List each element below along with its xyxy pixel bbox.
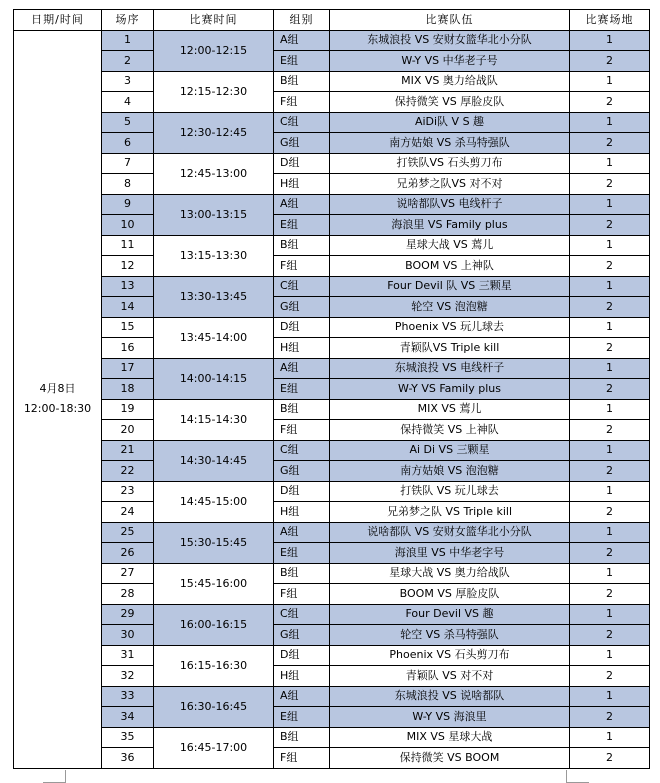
venue-cell: 1 [570, 604, 650, 625]
venue-cell: 2 [570, 666, 650, 687]
group-cell: E组 [274, 543, 330, 564]
venue-cell: 2 [570, 420, 650, 441]
match-schedule-table [13, 9, 650, 769]
venue-cell: 1 [570, 686, 650, 707]
venue-cell: 2 [570, 625, 650, 646]
table-row [14, 153, 650, 174]
teams-cell: 青颖队VS Triple kill [330, 338, 570, 359]
group-cell: B组 [274, 71, 330, 92]
match-no-cell: 18 [102, 379, 154, 400]
table-row [14, 563, 650, 584]
header-row [14, 10, 650, 31]
teams-cell: 东城浪投 VS 说啥都队 [330, 686, 570, 707]
group-cell: C组 [274, 604, 330, 625]
teams-cell: 星球大战 VS 奥力给战队 [330, 563, 570, 584]
teams-cell: BOOM VS 上神队 [330, 256, 570, 277]
match-no-cell: 22 [102, 461, 154, 482]
table-row [14, 51, 650, 72]
match-no-cell: 34 [102, 707, 154, 728]
teams-cell: AiDi队 V S 趣 [330, 112, 570, 133]
table-row [14, 461, 650, 482]
group-cell: A组 [274, 30, 330, 51]
venue-cell: 2 [570, 92, 650, 113]
group-cell: D组 [274, 481, 330, 502]
match-time-cell: 16:30-16:45 [154, 686, 274, 727]
teams-cell: W-Y VS Family plus [330, 379, 570, 400]
match-no-cell: 12 [102, 256, 154, 277]
group-cell: H组 [274, 174, 330, 195]
teams-cell: 东城浪投 VS 安财女篮华北小分队 [330, 30, 570, 51]
header-venue: 比赛场地 [570, 10, 650, 31]
venue-cell: 2 [570, 584, 650, 605]
teams-cell: 说啥都队 VS 安财女篮华北小分队 [330, 522, 570, 543]
venue-cell: 2 [570, 379, 650, 400]
match-no-cell: 15 [102, 317, 154, 338]
match-no-cell: 7 [102, 153, 154, 174]
teams-cell: 星球大战 VS 蔫儿 [330, 235, 570, 256]
table-row [14, 338, 650, 359]
table-row [14, 71, 650, 92]
match-no-cell: 32 [102, 666, 154, 687]
group-cell: G组 [274, 133, 330, 154]
match-no-cell: 8 [102, 174, 154, 195]
teams-cell: BOOM VS 厚脸皮队 [330, 584, 570, 605]
match-no-cell: 31 [102, 645, 154, 666]
group-cell: E组 [274, 215, 330, 236]
header-match-no: 场序 [102, 10, 154, 31]
venue-cell: 1 [570, 440, 650, 461]
table-row [14, 686, 650, 707]
schedule-body [14, 30, 650, 768]
table-row [14, 256, 650, 277]
match-no-cell: 16 [102, 338, 154, 359]
match-no-cell: 27 [102, 563, 154, 584]
group-cell: F组 [274, 748, 330, 769]
match-no-cell: 33 [102, 686, 154, 707]
venue-cell: 1 [570, 358, 650, 379]
match-no-cell: 2 [102, 51, 154, 72]
venue-cell: 2 [570, 297, 650, 318]
venue-cell: 1 [570, 317, 650, 338]
venue-cell: 2 [570, 215, 650, 236]
teams-cell: 海浪里 VS Family plus [330, 215, 570, 236]
table-row [14, 194, 650, 215]
table-row [14, 133, 650, 154]
group-cell: E组 [274, 707, 330, 728]
match-time-cell: 13:30-13:45 [154, 276, 274, 317]
match-no-cell: 11 [102, 235, 154, 256]
table-row [14, 297, 650, 318]
match-no-cell: 23 [102, 481, 154, 502]
table-row [14, 707, 650, 728]
group-cell: A组 [274, 194, 330, 215]
match-no-cell: 3 [102, 71, 154, 92]
match-time-cell: 13:45-14:00 [154, 317, 274, 358]
teams-cell: 青颖队 VS 对不对 [330, 666, 570, 687]
match-no-cell: 29 [102, 604, 154, 625]
page-corner-mark-left [43, 770, 66, 783]
group-cell: D组 [274, 153, 330, 174]
venue-cell: 1 [570, 112, 650, 133]
match-time-cell: 15:45-16:00 [154, 563, 274, 604]
teams-cell: W-Y VS 海浪里 [330, 707, 570, 728]
venue-cell: 2 [570, 707, 650, 728]
group-cell: A组 [274, 522, 330, 543]
match-no-cell: 14 [102, 297, 154, 318]
venue-cell: 1 [570, 522, 650, 543]
group-cell: C组 [274, 112, 330, 133]
teams-cell: Phoenix VS 石头剪刀布 [330, 645, 570, 666]
teams-cell: Four Devil 队 VS 三颗星 [330, 276, 570, 297]
venue-cell: 1 [570, 276, 650, 297]
table-row [14, 666, 650, 687]
match-no-cell: 6 [102, 133, 154, 154]
venue-cell: 1 [570, 563, 650, 584]
table-row [14, 174, 650, 195]
table-row [14, 317, 650, 338]
match-no-cell: 19 [102, 399, 154, 420]
header-group: 组别 [274, 10, 330, 31]
group-cell: H组 [274, 502, 330, 523]
group-cell: B组 [274, 563, 330, 584]
venue-cell: 1 [570, 194, 650, 215]
group-cell: G组 [274, 461, 330, 482]
group-cell: C组 [274, 276, 330, 297]
teams-cell: MIX VS 奥力给战队 [330, 71, 570, 92]
match-time-cell: 13:00-13:15 [154, 194, 274, 235]
match-time-cell: 16:15-16:30 [154, 645, 274, 686]
match-no-cell: 30 [102, 625, 154, 646]
teams-cell: 保持微笑 VS 厚脸皮队 [330, 92, 570, 113]
match-time-cell: 12:15-12:30 [154, 71, 274, 112]
teams-cell: Ai Di VS 三颗星 [330, 440, 570, 461]
group-cell: D组 [274, 645, 330, 666]
event-time-range: 12:00-18:30 [23, 402, 92, 415]
group-cell: C组 [274, 440, 330, 461]
date-time-cell [14, 30, 102, 768]
group-cell: H组 [274, 338, 330, 359]
event-date: 4月8日 [39, 382, 76, 395]
match-no-cell: 26 [102, 543, 154, 564]
venue-cell: 2 [570, 461, 650, 482]
venue-cell: 1 [570, 153, 650, 174]
teams-cell: W-Y VS 中华老子号 [330, 51, 570, 72]
group-cell: F组 [274, 420, 330, 441]
table-row [14, 112, 650, 133]
match-time-cell: 13:15-13:30 [154, 235, 274, 276]
table-row [14, 215, 650, 236]
table-row [14, 748, 650, 769]
teams-cell: 说啥都队VS 电线杆子 [330, 194, 570, 215]
match-no-cell: 1 [102, 30, 154, 51]
table-row [14, 235, 650, 256]
venue-cell: 1 [570, 30, 650, 51]
match-no-cell: 13 [102, 276, 154, 297]
group-cell: E组 [274, 51, 330, 72]
teams-cell: 保持微笑 VS BOOM [330, 748, 570, 769]
match-no-cell: 4 [102, 92, 154, 113]
table-row [14, 604, 650, 625]
venue-cell: 1 [570, 481, 650, 502]
table-row [14, 379, 650, 400]
teams-cell: 兄弟梦之队 VS Triple kill [330, 502, 570, 523]
match-no-cell: 20 [102, 420, 154, 441]
match-time-cell: 12:45-13:00 [154, 153, 274, 194]
header-match-time: 比赛时间 [154, 10, 274, 31]
match-no-cell: 17 [102, 358, 154, 379]
match-time-cell: 14:45-15:00 [154, 481, 274, 522]
table-row [14, 481, 650, 502]
venue-cell: 1 [570, 645, 650, 666]
table-row [14, 92, 650, 113]
match-time-cell: 16:45-17:00 [154, 727, 274, 768]
venue-cell: 1 [570, 235, 650, 256]
group-cell: G组 [274, 625, 330, 646]
teams-cell: 打铁队 VS 玩儿球去 [330, 481, 570, 502]
teams-cell: 保持微笑 VS 上神队 [330, 420, 570, 441]
teams-cell: 南方姑娘 VS 泡泡糖 [330, 461, 570, 482]
table-row [14, 584, 650, 605]
group-cell: F组 [274, 584, 330, 605]
venue-cell: 1 [570, 727, 650, 748]
teams-cell: 轮空 VS 泡泡糖 [330, 297, 570, 318]
match-time-cell: 14:30-14:45 [154, 440, 274, 481]
group-cell: D组 [274, 317, 330, 338]
teams-cell: 南方姑娘 VS 杀马特强队 [330, 133, 570, 154]
table-row [14, 727, 650, 748]
teams-cell: MIX VS 星球大战 [330, 727, 570, 748]
group-cell: A组 [274, 686, 330, 707]
match-no-cell: 28 [102, 584, 154, 605]
match-no-cell: 5 [102, 112, 154, 133]
teams-cell: MIX VS 蔫儿 [330, 399, 570, 420]
header-teams: 比赛队伍 [330, 10, 570, 31]
table-row [14, 399, 650, 420]
venue-cell: 2 [570, 502, 650, 523]
table-row [14, 276, 650, 297]
group-cell: B组 [274, 727, 330, 748]
group-cell: H组 [274, 666, 330, 687]
teams-cell: 轮空 VS 杀马特强队 [330, 625, 570, 646]
group-cell: B组 [274, 235, 330, 256]
teams-cell: Phoenix VS 玩儿球去 [330, 317, 570, 338]
match-no-cell: 25 [102, 522, 154, 543]
teams-cell: Four Devil VS 趣 [330, 604, 570, 625]
group-cell: G组 [274, 297, 330, 318]
match-time-cell: 16:00-16:15 [154, 604, 274, 645]
match-no-cell: 21 [102, 440, 154, 461]
teams-cell: 海浪里 VS 中华老字号 [330, 543, 570, 564]
table-row [14, 543, 650, 564]
match-no-cell: 10 [102, 215, 154, 236]
table-row [14, 522, 650, 543]
group-cell: F组 [274, 256, 330, 277]
header-date-time: 日期/时间 [14, 10, 102, 31]
teams-cell: 东城浪投 VS 电线杆子 [330, 358, 570, 379]
match-time-cell: 15:30-15:45 [154, 522, 274, 563]
match-no-cell: 35 [102, 727, 154, 748]
group-cell: E组 [274, 379, 330, 400]
page-corner-mark-right [566, 770, 589, 783]
table-row [14, 502, 650, 523]
venue-cell: 1 [570, 71, 650, 92]
venue-cell: 2 [570, 748, 650, 769]
match-time-cell: 12:30-12:45 [154, 112, 274, 153]
venue-cell: 2 [570, 256, 650, 277]
venue-cell: 2 [570, 174, 650, 195]
group-cell: F组 [274, 92, 330, 113]
match-time-cell: 14:15-14:30 [154, 399, 274, 440]
match-time-cell: 14:00-14:15 [154, 358, 274, 399]
venue-cell: 2 [570, 338, 650, 359]
group-cell: B组 [274, 399, 330, 420]
match-time-cell: 12:00-12:15 [154, 30, 274, 71]
venue-cell: 1 [570, 399, 650, 420]
match-no-cell: 9 [102, 194, 154, 215]
table-row [14, 440, 650, 461]
venue-cell: 2 [570, 543, 650, 564]
teams-cell: 兄弟梦之队VS 对不对 [330, 174, 570, 195]
table-row [14, 358, 650, 379]
match-no-cell: 24 [102, 502, 154, 523]
table-row [14, 645, 650, 666]
group-cell: A组 [274, 358, 330, 379]
match-no-cell: 36 [102, 748, 154, 769]
teams-cell: 打铁队VS 石头剪刀布 [330, 153, 570, 174]
venue-cell: 2 [570, 133, 650, 154]
table-row [14, 625, 650, 646]
table-row [14, 30, 650, 51]
venue-cell: 2 [570, 51, 650, 72]
table-row [14, 420, 650, 441]
